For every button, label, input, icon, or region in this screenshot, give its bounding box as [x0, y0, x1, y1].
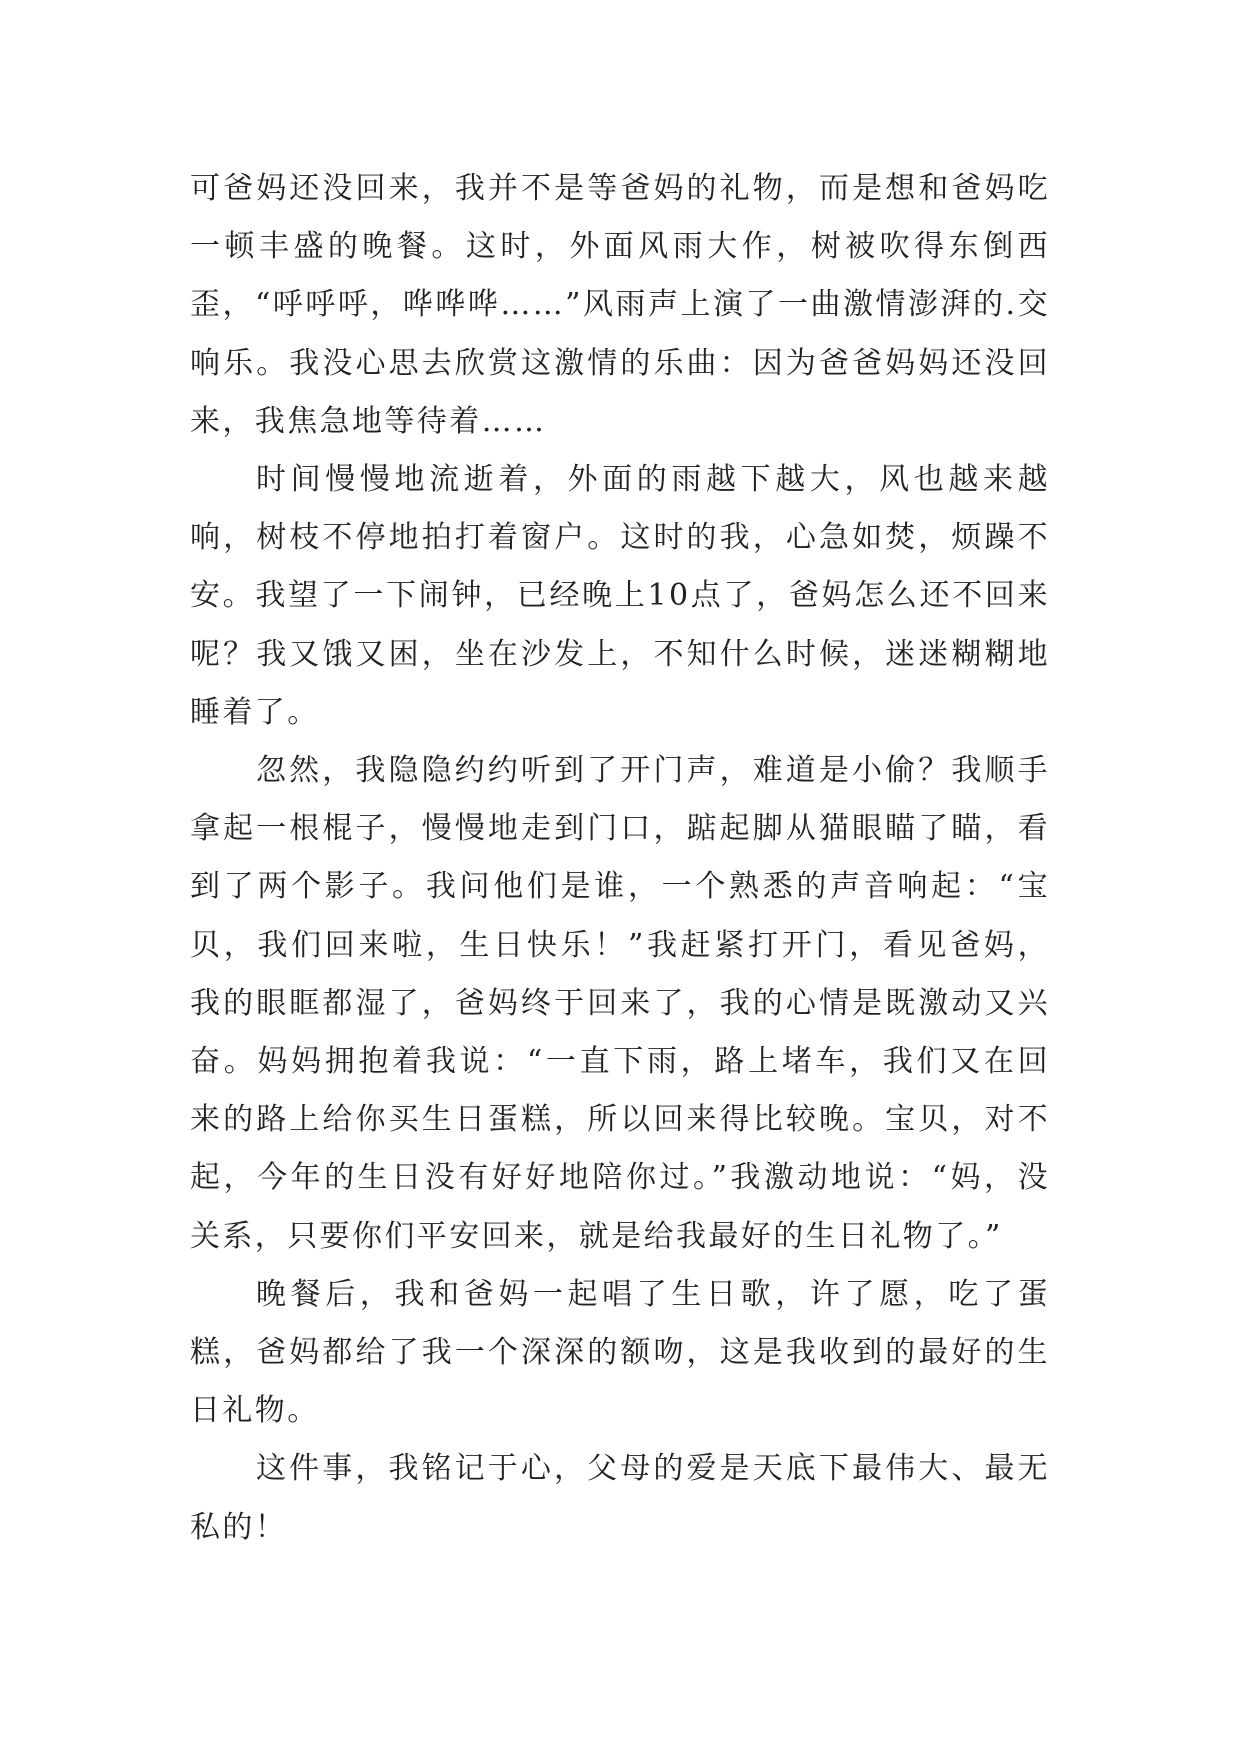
- paragraph-5: 这件事，我铭记于心，父母的爱是天底下最伟大、最无私的！: [190, 1451, 1050, 1545]
- paragraph-2: 时间慢慢地流逝着，外面的雨越下越大，风也越来越响，树枝不停地拍打着窗户。这时的我，心急如焚，烦躁不安。我望了一下闹钟，已经晚上10点了，爸妈怎么还不回来呢？我又饿又困，坐在沙发上，不知什么时候，迷迷糊糊地睡着了。: [190, 462, 1050, 730]
- paragraph-4: 晚餐后，我和爸妈一起唱了生日歌，许了愿，吃了蛋糕，爸妈都给了我一个深深的额吻，这是我收到的最好的生日礼物。: [190, 1276, 1050, 1429]
- document-body: [190, 160, 1050, 1557]
- paragraph-1: 可爸妈还没回来，我并不是等爸妈的礼物，而是想和爸妈吃一顿丰盛的晚餐。这时，外面风雨大作，树被吹得东倒西歪，“呼呼呼，哗哗哗……”风雨声上演了一曲激情澎湃的.交响乐。我没心思去欣赏这激情的乐曲：因为爸爸妈妈还没回来，我焦急地等待着……: [190, 171, 1050, 439]
- paragraph-3: 忽然，我隐隐约约听到了开门声，难道是小偷？我顺手拿起一根棍子，慢慢地走到门口，踮起脚从猫眼瞄了瞄，看到了两个影子。我问他们是谁，一个熟悉的声音响起：“宝贝，我们回来啦，生日快乐！”我赶紧打开门，看见爸妈，我的眼眶都湿了，爸妈终于回来了，我的心情是既激动又兴奋。妈妈拥抱着我说：“一直下雨，路上堵车，我们又在回来的路上给你买生日蛋糕，所以回来得比较晚。宝贝，对不起，今年的生日没有好好地陪你过。”我激动地说：“妈，没关系，只要你们平安回来，就是给我最好的生日礼物了。”: [190, 753, 1050, 1254]
